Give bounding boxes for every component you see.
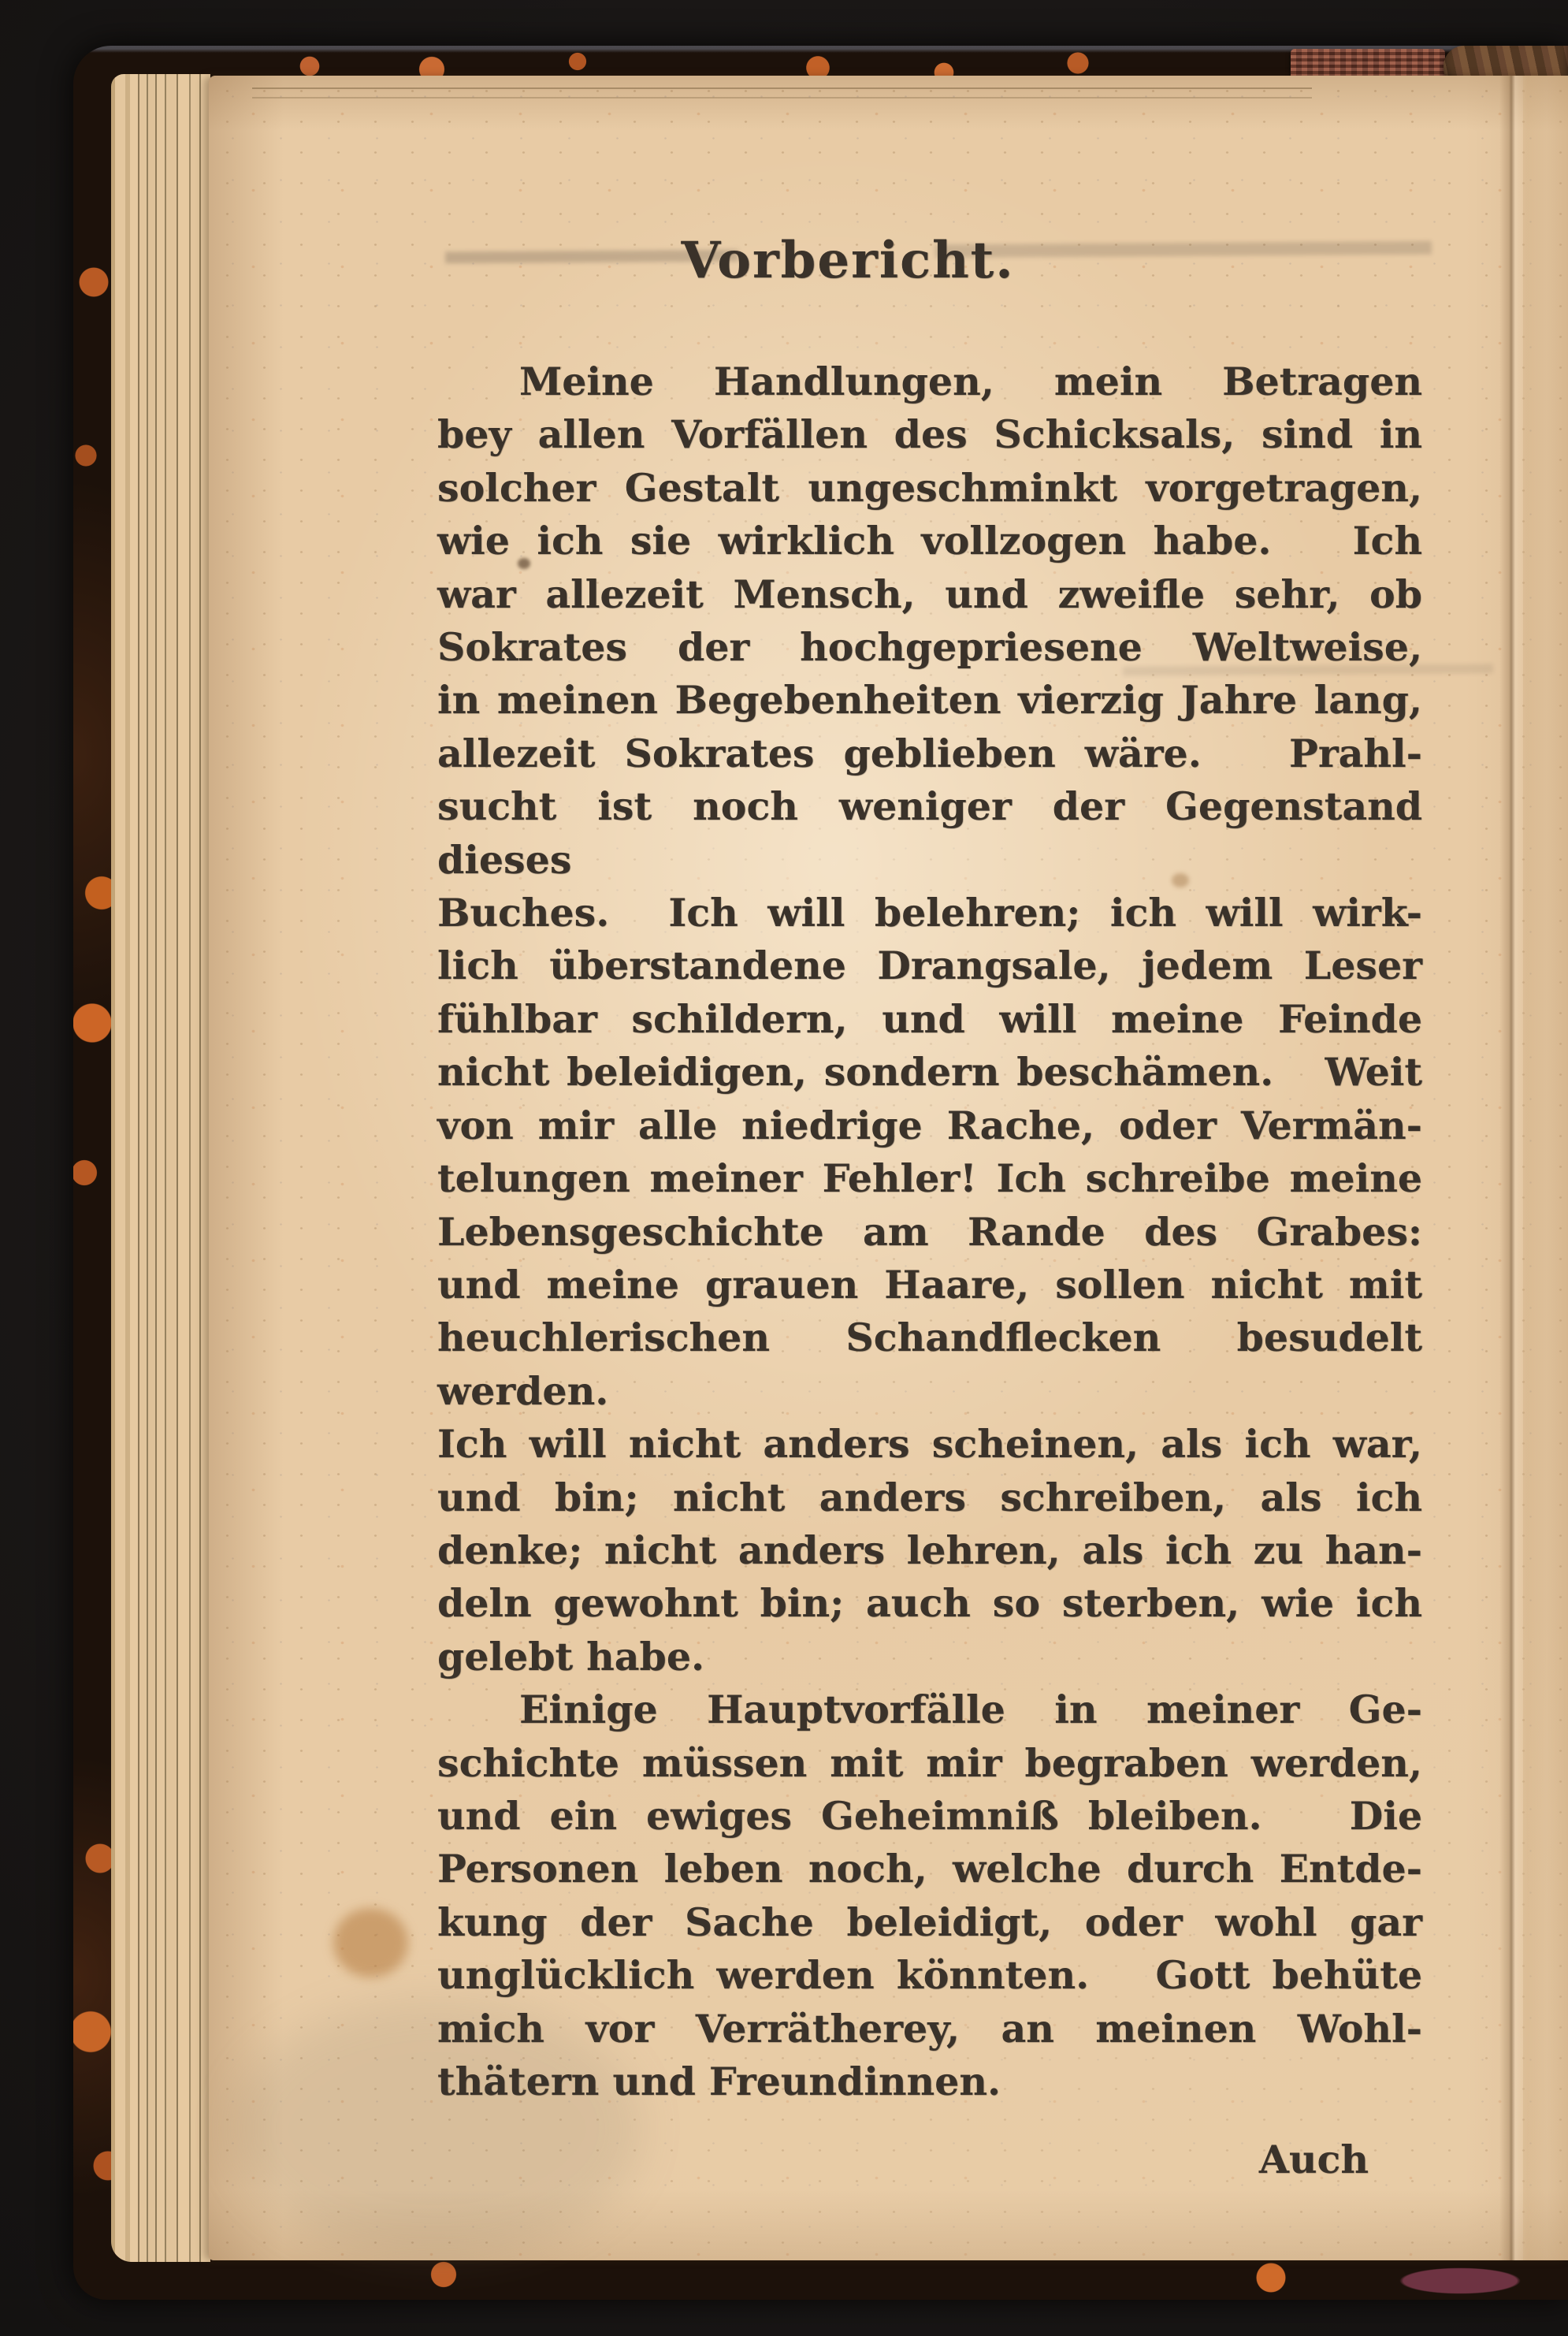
page-heading: Vorbericht. [681, 231, 1015, 290]
text-line: heuchlerischen Schandflecken besudelt werden. [437, 1315, 1436, 1414]
text-line: Sokrates der hochgepriesene Weltweise, [437, 624, 1422, 671]
text-line: solcher Gestalt ungeschminkt vorgetragen, [437, 464, 1422, 511]
text-block [437, 231, 1436, 2184]
text-line: Personen leben noch, welche durch Entde- [437, 1846, 1422, 1892]
text-line: wie ich sie wirklich vollzogen habe. Ich [437, 518, 1422, 564]
text-line: schichte müssen mit mir begraben werden, [437, 1739, 1422, 1786]
text-line: allezeit Sokrates geblieben wäre. Prahl- [437, 730, 1422, 776]
catchword: Auch [1258, 2137, 1369, 2183]
text-line: telungen meiner Fehler! Ich schreibe meine [437, 1155, 1422, 1202]
text-line: deln gewohnt bin; auch so sterben, wie ich [437, 1580, 1422, 1627]
text-line: gelebt habe. [437, 1633, 705, 1679]
text-line: bey allen Vorfällen des Schicksals, sind in [437, 411, 1422, 458]
text-line: Meine Handlungen, mein Betragen [519, 359, 1422, 404]
body-text [437, 355, 1436, 2108]
page-stack-edges [111, 74, 210, 2262]
text-line: war allezeit Mensch, und zweifle sehr, ob [437, 571, 1422, 617]
text-line: Buches. Ich will belehren; ich will wirk- [437, 890, 1422, 936]
text-line: lich überstandene Drangsale, jedem Leser [437, 943, 1422, 989]
text-line: nicht beleidigen, sondern beschämen. Weit [437, 1049, 1422, 1095]
book-page [209, 76, 1568, 2260]
text-line: und bin; nicht anders schreiben, als ich [437, 1474, 1422, 1520]
text-line: Einige Hauptvorfälle in meiner Ge- [519, 1687, 1422, 1733]
text-line: und meine grauen Haare, sollen nicht mit [437, 1261, 1422, 1307]
page-top-edge-lines [252, 83, 1312, 106]
ink-stain [333, 1908, 408, 1977]
text-line: in meinen Begebenheiten vierzig Jahre lang, [437, 677, 1422, 723]
text-line: und ein ewiges Geheimniß bleiben. Die [437, 1792, 1422, 1839]
text-line: kung der Sache beleidigt, oder wohl gar [437, 1899, 1422, 1945]
text-line: sucht ist noch weniger der Gegenstand dieses [437, 783, 1436, 883]
text-line: denke; nicht anders lehren, als ich zu han- [437, 1527, 1422, 1573]
text-line: mich vor Verrätherey, an meinen Wohl- [437, 2005, 1422, 2051]
text-line: Ich will nicht anders scheinen, als ich war, [437, 1421, 1422, 1467]
text-line: von mir alle niedrige Rache, oder Vermän- [437, 1102, 1422, 1148]
text-line: Lebensgeschichte am Rande des Grabes: [437, 1208, 1422, 1255]
adjacent-page-fold [1523, 76, 1568, 2260]
text-line: thätern und Freundinnen. [437, 2059, 1001, 2104]
text-line: unglücklich werden könnten. Gott behüte [437, 1952, 1422, 1999]
text-line: fühlbar schildern, und will meine Feinde [437, 995, 1422, 1042]
